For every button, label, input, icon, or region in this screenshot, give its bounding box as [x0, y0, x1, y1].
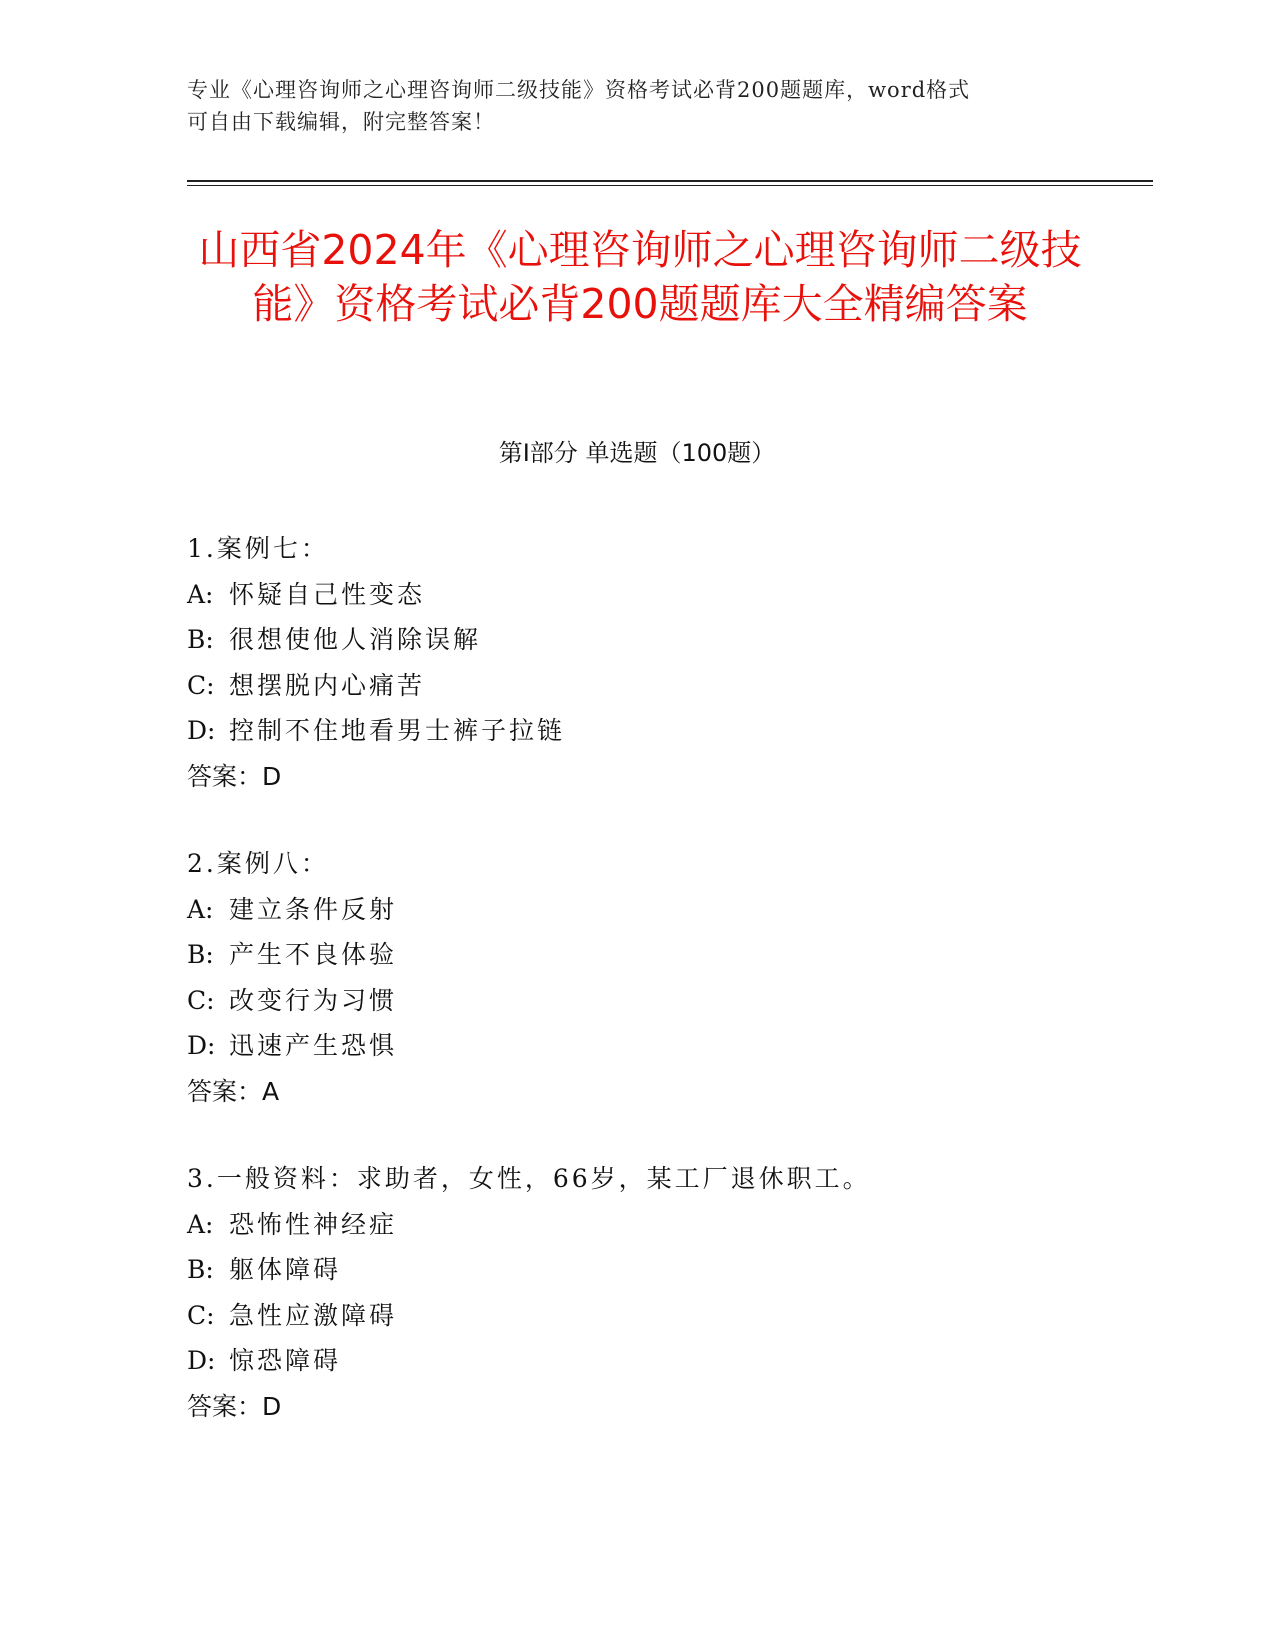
option-letter: A: — [187, 1209, 214, 1239]
option-b — [187, 1247, 1087, 1293]
option-text: 恐怖性神经症 — [229, 1209, 398, 1239]
option-d — [187, 1023, 1087, 1069]
option-text: 改变行为习惯 — [229, 985, 398, 1015]
option-d — [187, 1338, 1087, 1384]
option-c — [187, 663, 1087, 709]
option-text: 控制不住地看男士裤子拉链 — [229, 716, 566, 745]
option-letter: A: — [187, 579, 214, 609]
document-title: 山西省2024年《心理咨询师之心理咨询师二级技能》资格考试必背200题题库大全精编答案 — [198, 226, 1082, 328]
option-text: 躯体障碍 — [229, 1255, 342, 1284]
option-text: 惊恐障碍 — [229, 1346, 342, 1375]
option-letter: A: — [187, 894, 214, 924]
header-note-line-1: 专业《心理咨询师之心理咨询师二级技能》资格考试必背200题题库，word格式 — [187, 78, 971, 102]
answer-line: 答案：A — [187, 1076, 280, 1106]
question-item — [187, 1156, 1087, 1429]
header-note-line-2: 可自由下载编辑，附完整答案！ — [187, 110, 495, 134]
option-a — [187, 887, 1087, 933]
question-list — [187, 526, 1087, 1471]
option-letter: B: — [187, 940, 214, 969]
answer-line: 答案：D — [187, 761, 282, 791]
option-text: 产生不良体验 — [229, 940, 398, 969]
option-b — [187, 932, 1087, 978]
option-text: 建立条件反射 — [229, 894, 398, 924]
option-letter: D: — [187, 1031, 216, 1060]
option-text: 迅速产生恐惧 — [229, 1031, 398, 1060]
option-text: 急性应激障碍 — [229, 1300, 398, 1330]
option-a — [187, 1202, 1087, 1248]
option-letter: B: — [187, 1255, 214, 1284]
option-letter: C: — [187, 1300, 215, 1330]
option-text: 很想使他人消除误解 — [229, 625, 482, 654]
header-divider-thin — [187, 185, 1153, 186]
option-c — [187, 978, 1087, 1024]
option-b — [187, 617, 1087, 663]
question-stem: 2.案例八： — [187, 849, 329, 878]
option-letter: C: — [187, 670, 215, 700]
option-c — [187, 1293, 1087, 1339]
header-note — [187, 74, 1087, 138]
question-stem: 3.一般资料：求助者，女性，66岁，某工厂退休职工。 — [187, 1164, 871, 1193]
option-letter: D: — [187, 716, 216, 745]
option-a — [187, 572, 1087, 618]
option-d — [187, 708, 1087, 754]
section-heading: 第I部分 单选题（100题） — [498, 439, 776, 467]
option-text: 想摆脱内心痛苦 — [229, 670, 426, 700]
question-item — [187, 841, 1087, 1114]
question-item — [187, 526, 1087, 799]
option-letter: B: — [187, 625, 214, 654]
header-divider-thick — [187, 180, 1153, 182]
answer-line: 答案：D — [187, 1391, 282, 1421]
option-letter: D: — [187, 1346, 216, 1375]
option-text: 怀疑自己性变态 — [229, 579, 426, 609]
option-letter: C: — [187, 985, 215, 1015]
question-stem: 1.案例七： — [187, 534, 329, 563]
